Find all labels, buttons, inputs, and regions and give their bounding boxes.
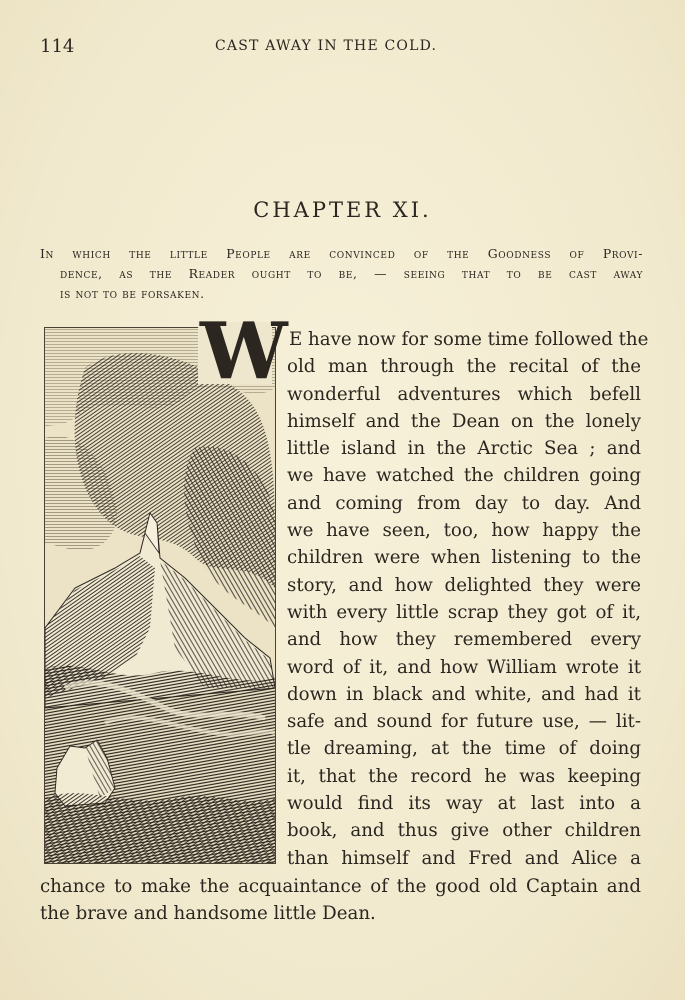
drop-cap (198, 306, 288, 397)
text-line: story, and how delighted they were (287, 574, 641, 596)
chapter-title: CHAPTER XI. (253, 198, 432, 222)
text-line: word of it, and how William wrote it (287, 656, 641, 678)
summary-line: is not to be forsaken. (60, 286, 205, 301)
text-line: himself and the Dean on the lonely (287, 410, 641, 432)
summary-line: In which the little People are convinced of the Goodness of Provi- (40, 246, 643, 261)
body-text-beside-figure (287, 326, 649, 872)
iceberg-engraving (45, 328, 275, 863)
text-line: E have now for some time followed the (289, 329, 649, 350)
text-line: little island in the Arctic Sea ; and (287, 438, 641, 460)
iceberg-illustration (44, 327, 276, 864)
page-number: 114 (40, 36, 75, 57)
text-line: and how they remembered every (287, 629, 641, 651)
text-line: tle dreaming, at the time of doing (287, 738, 641, 760)
text-line: wonderful adventures which befell (287, 383, 641, 405)
text-line: chance to make the acquaintance of the good old Captain and (40, 876, 641, 897)
text-line: with every little scrap they got of it, (287, 601, 641, 623)
text-line: down in black and white, and had it (287, 683, 641, 705)
text-line: the brave and handsome little Dean. (40, 903, 376, 925)
chapter-summary (40, 244, 643, 304)
text-line: we have watched the children going (287, 465, 641, 487)
drop-cap-letter: W (200, 306, 288, 397)
text-line: would find its way at last into a (287, 793, 641, 815)
running-title: CAST AWAY IN THE COLD. (215, 38, 438, 54)
running-head (40, 36, 645, 60)
text-line: it, that the record he was keeping (287, 765, 641, 787)
text-line: safe and sound for future use, — lit- (287, 711, 641, 733)
body-text-full-width (40, 873, 641, 928)
text-line: book, and thus give other children (287, 820, 641, 842)
text-line: than himself and Fred and Alice a (287, 847, 641, 869)
text-line: children were when listening to the (287, 547, 641, 569)
summary-line: dence, as the Reader ought to be, — seeing that to be cast away (60, 266, 643, 281)
text-line: and coming from day to day. And (287, 492, 641, 514)
text-line: old man through the recital of the (287, 356, 641, 378)
text-line: we have seen, too, how happy the (287, 520, 641, 542)
